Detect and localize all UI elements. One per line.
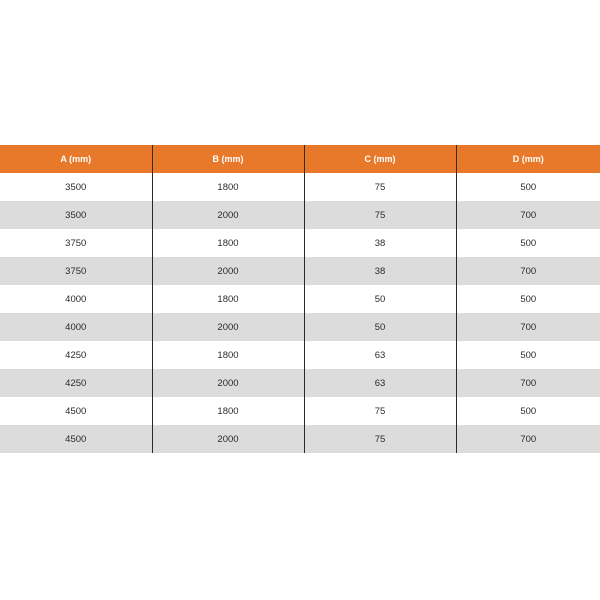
table-cell: 4250 [0, 341, 152, 369]
table-cell: 2000 [152, 313, 304, 341]
table-cell: 2000 [152, 201, 304, 229]
table-cell: 1800 [152, 341, 304, 369]
table-cell: 75 [304, 425, 456, 453]
header-cell-c: C (mm) [304, 145, 456, 173]
table-cell: 75 [304, 173, 456, 201]
table-cell: 1800 [152, 285, 304, 313]
header-row [0, 145, 600, 173]
table-row [0, 257, 600, 285]
table-body [0, 173, 600, 453]
dimensions-table [0, 145, 600, 453]
table-cell: 2000 [152, 369, 304, 397]
table-row [0, 313, 600, 341]
table-cell: 700 [456, 201, 600, 229]
header-cell-d: D (mm) [456, 145, 600, 173]
table-cell: 500 [456, 397, 600, 425]
table-cell: 4250 [0, 369, 152, 397]
table-cell: 3750 [0, 257, 152, 285]
table-row [0, 369, 600, 397]
table-row [0, 397, 600, 425]
table-cell: 38 [304, 229, 456, 257]
table-cell: 4500 [0, 425, 152, 453]
table-header [0, 145, 600, 173]
header-cell-a: A (mm) [0, 145, 152, 173]
table-cell: 63 [304, 341, 456, 369]
table-cell: 38 [304, 257, 456, 285]
table-cell: 50 [304, 313, 456, 341]
table-cell: 75 [304, 201, 456, 229]
table-cell: 700 [456, 425, 600, 453]
table-cell: 500 [456, 173, 600, 201]
table-cell: 700 [456, 313, 600, 341]
table-cell: 1800 [152, 229, 304, 257]
table-cell: 4500 [0, 397, 152, 425]
table-row [0, 425, 600, 453]
table-cell: 500 [456, 341, 600, 369]
table-cell: 500 [456, 229, 600, 257]
table-cell: 3500 [0, 173, 152, 201]
table-row [0, 285, 600, 313]
table-cell: 500 [456, 285, 600, 313]
table-cell: 2000 [152, 257, 304, 285]
table-row [0, 229, 600, 257]
table-row [0, 173, 600, 201]
table-cell: 50 [304, 285, 456, 313]
header-cell-b: B (mm) [152, 145, 304, 173]
table-cell: 75 [304, 397, 456, 425]
table-cell: 4000 [0, 285, 152, 313]
table-cell: 3750 [0, 229, 152, 257]
table-row [0, 201, 600, 229]
table-cell: 3500 [0, 201, 152, 229]
table-cell: 2000 [152, 425, 304, 453]
table-row [0, 341, 600, 369]
table-cell: 63 [304, 369, 456, 397]
table-cell: 4000 [0, 313, 152, 341]
table-cell: 700 [456, 369, 600, 397]
table-cell: 1800 [152, 173, 304, 201]
table-cell: 1800 [152, 397, 304, 425]
table-cell: 700 [456, 257, 600, 285]
